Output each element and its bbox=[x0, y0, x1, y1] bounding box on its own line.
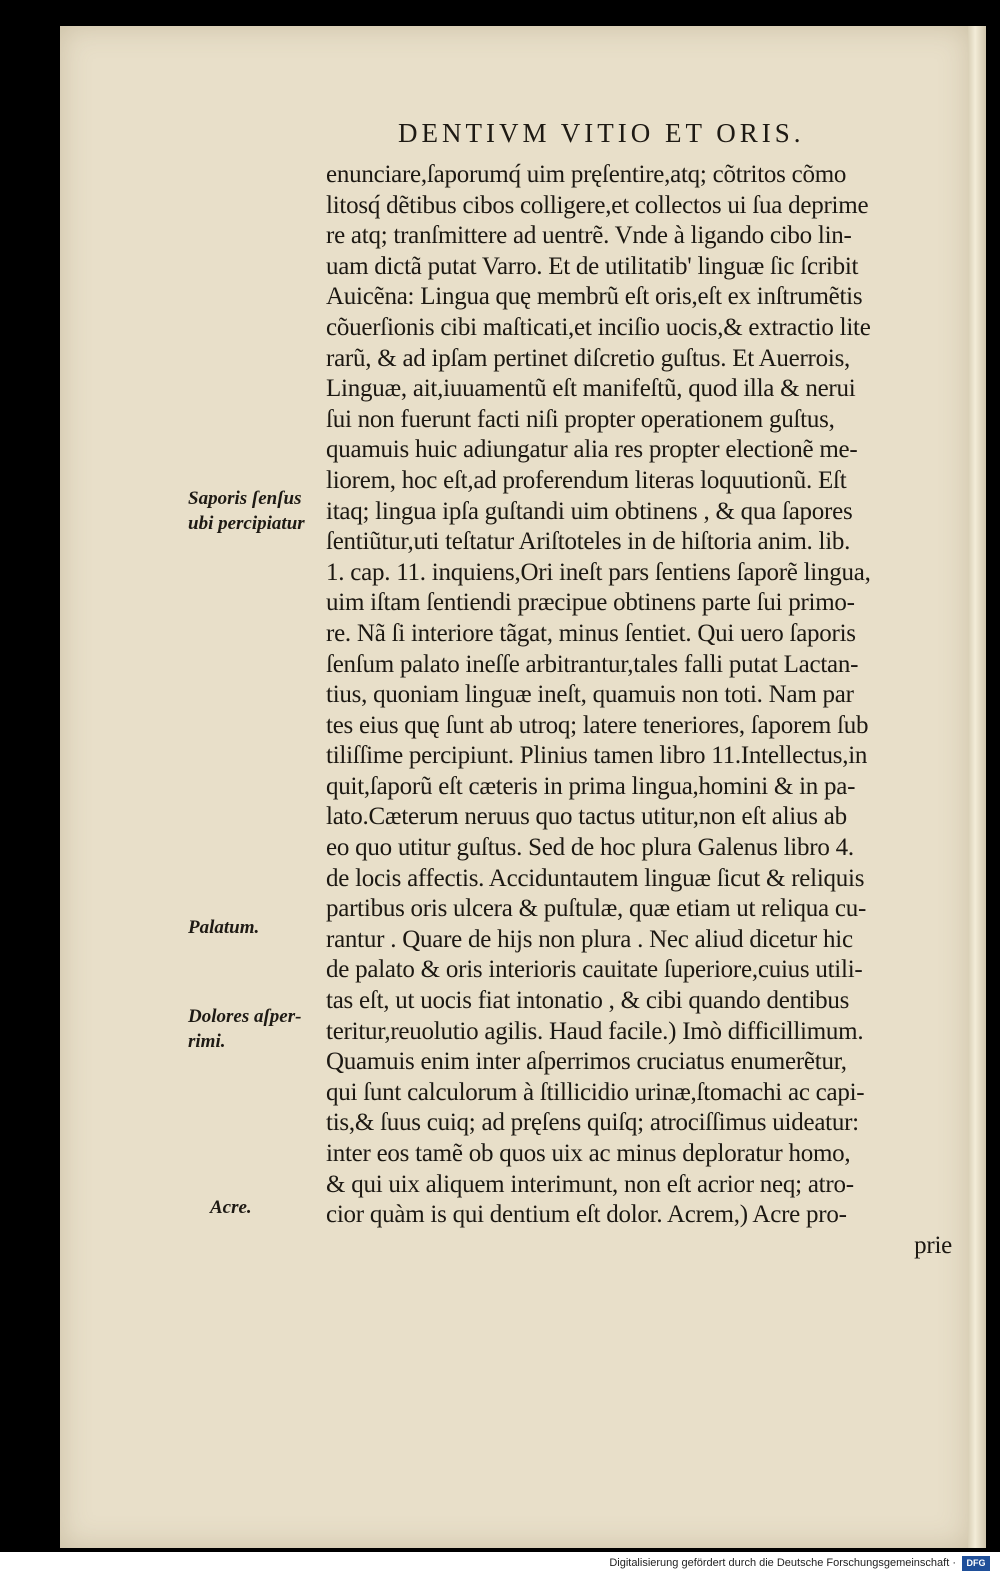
text-line: enunciare,ſaporumq́ uim pręſentire,atq; cõtritos cõmo bbox=[326, 161, 847, 188]
text-line: uim iſtam ſentiendi præcipue obtinens parte ſui primo- bbox=[326, 589, 855, 617]
text-line: ſui non fuerunt facti niſi propter operationem guſtus, bbox=[326, 405, 835, 433]
margin-note-dolores bbox=[188, 1004, 301, 1054]
margin-note-line: rimi. bbox=[188, 1031, 226, 1052]
text-line: eo quo utitur guſtus. Sed de hoc plura Galenus libro 4. bbox=[326, 834, 854, 862]
margin-note-line: Dolores aſper- bbox=[188, 1006, 302, 1027]
text-line: liorem, hoc eſt,ad proferendum literas loquutionũ. Eſt bbox=[326, 466, 847, 494]
page-edge bbox=[968, 26, 986, 1548]
text-line: 1. cap. 11. inquiens,Ori ineſt pars ſentiens ſaporẽ lingua, bbox=[326, 558, 871, 586]
text-line: Linguæ, ait,iuuamentũ eſt manifeſtũ, quod illa & nerui bbox=[326, 375, 856, 403]
text-line: re. Nã ſi interiore tãgat, minus ſentiet. Qui uero ſaporis bbox=[326, 619, 856, 647]
text-line: partibus oris ulcera & puſtulæ, quæ etiam ut reliqua cu- bbox=[326, 895, 867, 923]
text-line: ſenſum palato ineſſe arbitrantur,tales falli putat Lactan- bbox=[326, 650, 859, 678]
text-line: re atq; tranſmittere ad uentrẽ. Vnde à ligando cibo lin- bbox=[326, 222, 852, 250]
text-line: de locis affectis. Acciduntautem linguæ ſicut & reliquis bbox=[326, 864, 865, 892]
text-line: tas eſt, ut uocis fiat intonatio , & cibi quando dentibus bbox=[326, 987, 850, 1015]
margin-note-line: ubi percipiatur bbox=[188, 513, 305, 534]
text-line: de palato & oris interioris cauitate ſuperiore,cuius utili- bbox=[326, 956, 863, 984]
text-line: teritur,reuolutio agilis. Haud facile.) Imò difficillimum. bbox=[326, 1017, 864, 1045]
catchword: prie bbox=[914, 1231, 952, 1259]
text-line: quamuis huic adiungatur alia res propter electionẽ me- bbox=[326, 436, 858, 464]
text-line: uam dictã putat Varro. Et de utilitatib' linguæ ſic ſcribit bbox=[326, 252, 859, 280]
text-line: itaq; lingua ipſa guſtandi uim obtinens , & qua ſapores bbox=[326, 497, 853, 525]
text-line: cõuerſionis cibi maſticati,et inciſio uocis,& extractio lite bbox=[326, 313, 871, 341]
text-line: & qui uix aliquem interimunt, non eſt acrior neq; atro- bbox=[326, 1170, 854, 1198]
text-line: qui ſunt calculorum à ſtillicidio urinæ,ſtomachi ac capi- bbox=[326, 1078, 865, 1106]
text-line: rantur . Quare de hijs non plura . Nec aliud dicetur hic bbox=[326, 925, 853, 953]
text-line: inter eos tamẽ ob quos uix ac minus deploratur homo, bbox=[326, 1140, 851, 1167]
text-line: tiliſſime percipiunt. Plinius tamen libro 11.Intellectus,in bbox=[326, 742, 868, 770]
margin-note-line: Palatum. bbox=[188, 917, 260, 938]
margin-note-acre bbox=[210, 1195, 252, 1220]
funding-credit: Digitalisierung gefördert durch die Deutsche Forschungsgemeinschaft · bbox=[609, 1557, 956, 1569]
margin-note-palatum bbox=[188, 915, 259, 940]
margin-note-line: Acre. bbox=[210, 1197, 252, 1218]
running-head: DENTIVM VITIO ET ORIS. bbox=[398, 118, 805, 148]
dfg-logo: DFG bbox=[962, 1556, 990, 1571]
text-line: lato.Cæterum neruus quo tactus utitur,non eſt alius ab bbox=[326, 803, 847, 831]
footer-bar bbox=[0, 1552, 1000, 1577]
text-line: tius, quoniam linguæ ineſt, quamuis non toti. Nam par bbox=[326, 681, 854, 709]
text-line: tis,& ſuus cuiq; ad pręſens quiſq; atrociſſimus uideatur: bbox=[326, 1109, 859, 1137]
text-line: cior quàm is qui dentium eſt dolor. Acrem,) Acre pro- bbox=[326, 1201, 847, 1229]
text-line: litosq́ dẽtibus cibos colligere,et collectos ui ſua deprime bbox=[326, 191, 869, 219]
text-line: ſentiũtur,uti teſtatur Ariſtoteles in de hiſtoria anim. lib. bbox=[326, 528, 851, 556]
margin-note-line: Saporis ſenſus bbox=[188, 488, 302, 509]
text-line: quit,ſaporũ eſt cæteris in prima lingua,homini & in pa- bbox=[326, 772, 856, 800]
text-line: rarũ, & ad ipſam pertinet diſcretio guſtus. Et Auerrois, bbox=[326, 344, 851, 372]
text-line: tes eius quę ſunt ab utroq; latere teneriores, ſaporem ſub bbox=[326, 711, 869, 739]
body-text bbox=[326, 160, 966, 1261]
text-line: Quamuis enim inter aſperrimos cruciatus enumerẽtur, bbox=[326, 1048, 847, 1076]
margin-note-saporis bbox=[188, 486, 305, 536]
text-line: Auicẽna: Lingua quę membrũ eſt oris,eſt ex inſtrumẽtis bbox=[326, 283, 863, 311]
